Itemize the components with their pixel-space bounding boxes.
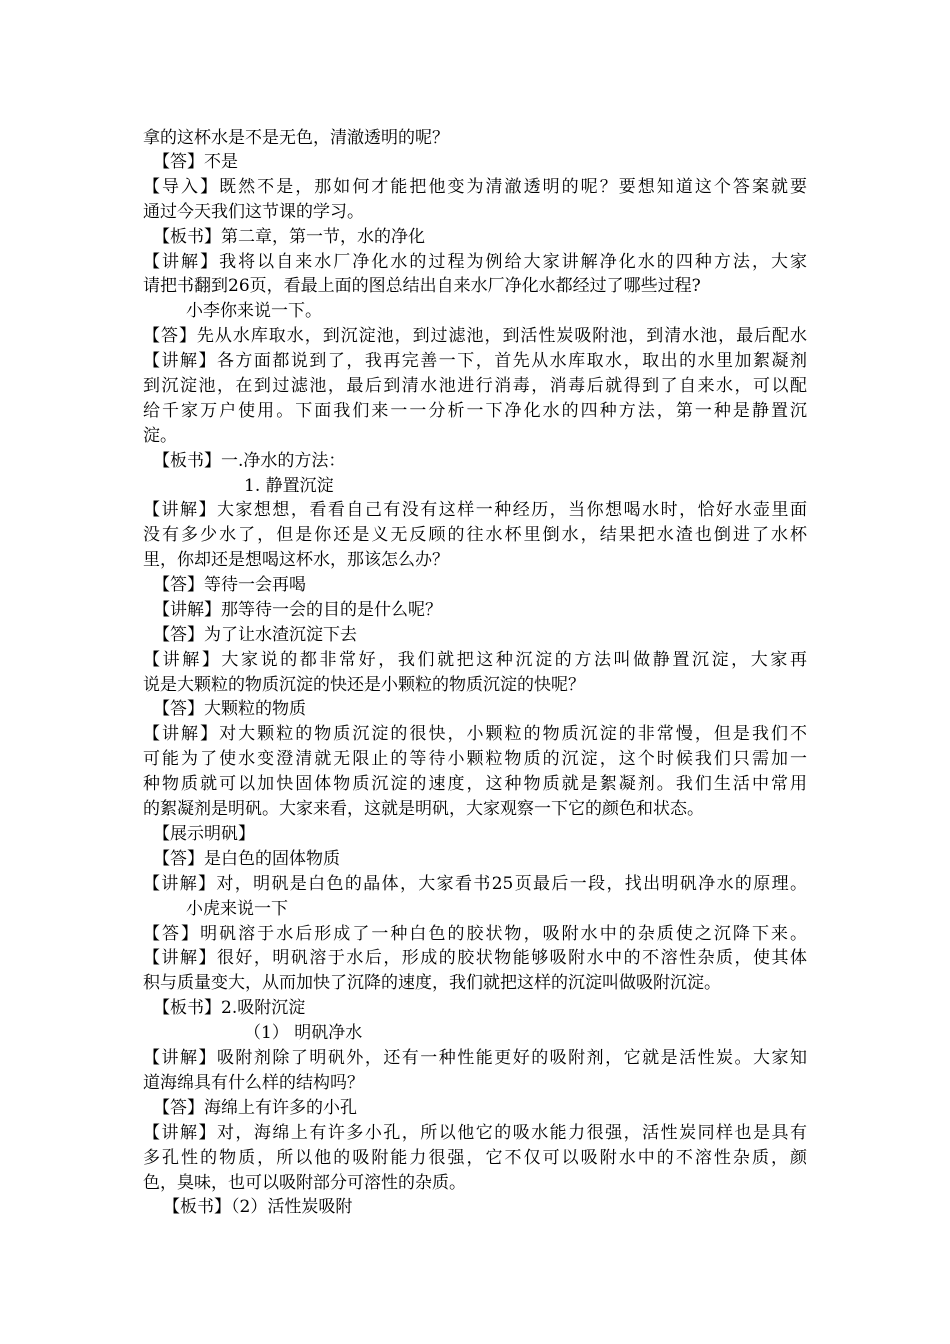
text-line: 【板书】一.净水的方法： bbox=[153, 451, 346, 471]
text-line: 【板书】（2）活性炭吸附 bbox=[163, 1197, 353, 1217]
text-line: 没有多少水了，但是你还是义无反顾的往水杯里倒水，结果把水渣也倒进了水杯 bbox=[143, 525, 807, 545]
text-line: 【讲解】那等待一会的目的是什么呢？ bbox=[153, 600, 442, 620]
text-line: 【答】不是 bbox=[153, 152, 238, 172]
text-line: 【讲解】对，海绵上有许多小孔，所以他它的吸水能力很强，活性炭同样也是具有 bbox=[143, 1123, 807, 1143]
text-line: 淀。 bbox=[143, 426, 177, 446]
text-line: 【答】是白色的固体物质 bbox=[153, 849, 340, 869]
text-line: （1） 明矾净水 bbox=[244, 1023, 363, 1043]
text-line: 【答】等待一会再喝 bbox=[153, 575, 306, 595]
text-line: 拿的这杯水是不是无色，清澈透明的呢？ bbox=[143, 128, 449, 148]
text-line: 【答】大颗粒的物质 bbox=[153, 699, 306, 719]
text-line: 【讲解】大家想想，看看自己有没有这样一种经历，当你想喝水时，恰好水壶里面 bbox=[143, 500, 807, 520]
text-line: 【导入】既然不是，那如何才能把他变为清澈透明的呢？要想知道这个答案就要 bbox=[143, 177, 807, 197]
text-line: 可能为了使水变澄清就无限止的等待小颗粒物质的沉淀，这个时候我们只需加一 bbox=[143, 749, 807, 769]
text-line: 【讲解】对，明矾是白色的晶体，大家看书25页最后一段，找出明矾净水的原理。 bbox=[143, 874, 807, 894]
text-line: 【讲解】很好，明矾溶于水后，形成的胶状物能够吸附水中的不溶性杂质，使其体 bbox=[143, 948, 807, 968]
text-line: 色，臭味，也可以吸附部分可溶性的杂质。 bbox=[143, 1173, 466, 1193]
text-line: 【讲解】大家说的都非常好，我们就把这种沉淀的方法叫做静置沉淀，大家再 bbox=[143, 650, 807, 670]
text-line: 1. 静置沉淀 bbox=[244, 476, 334, 496]
text-line: 【答】为了让水渣沉淀下去 bbox=[153, 625, 357, 645]
text-line: 说是大颗粒的物质沉淀的快还是小颗粒的物质沉淀的快呢？ bbox=[143, 675, 585, 695]
text-line: 【讲解】吸附剂除了明矾外，还有一种性能更好的吸附剂，它就是活性炭。大家知 bbox=[143, 1048, 807, 1068]
text-line: 给千家万户使用。下面我们来一一分析一下净化水的四种方法，第一种是静置沉 bbox=[143, 401, 807, 421]
text-line: 积与质量变大，从而加快了沉降的速度，我们就把这样的沉淀叫做吸附沉淀。 bbox=[143, 973, 721, 993]
text-line: 道海绵具有什么样的结构吗？ bbox=[143, 1073, 364, 1093]
text-line: 【讲解】对大颗粒的物质沉淀的很快，小颗粒的物质沉淀的非常慢，但是我们不 bbox=[143, 724, 807, 744]
text-line: 里，你却还是想喝这杯水，那该怎么办？ bbox=[143, 550, 449, 570]
text-line: 种物质就可以加快固体物质沉淀的速度，这种物质就是絮凝剂。我们生活中常用 bbox=[143, 774, 807, 794]
text-line: 【板书】2.吸附沉淀 bbox=[153, 998, 306, 1018]
text-line: 【展示明矾】 bbox=[153, 824, 255, 844]
text-line: 通过今天我们这节课的学习。 bbox=[143, 202, 364, 222]
text-line: 【讲解】各方面都说到了，我再完善一下，首先从水库取水，取出的水里加絮凝剂 bbox=[143, 351, 807, 371]
text-line: 多孔性的物质，所以他的吸附能力很强，它不仅可以吸附水中的不溶性杂质，颜 bbox=[143, 1148, 807, 1168]
text-line: 【讲解】我将以自来水厂净化水的过程为例给大家讲解净化水的四种方法，大家 bbox=[143, 252, 807, 272]
text-line: 【答】海绵上有许多的小孔 bbox=[153, 1098, 357, 1118]
text-line: 请把书翻到26页，看最上面的图总结出自来水厂净化水都经过了哪些过程? bbox=[143, 276, 701, 296]
text-line: 小李你来说一下。 bbox=[186, 301, 322, 321]
text-line: 小虎来说一下 bbox=[186, 899, 288, 919]
text-line: 【答】先从水库取水，到沉淀池，到过滤池，到活性炭吸附池，到清水池，最后配水 bbox=[143, 326, 807, 346]
text-line: 的絮凝剂是明矾。大家来看，这就是明矾，大家观察一下它的颜色和状态。 bbox=[143, 799, 704, 819]
text-line: 【答】明矾溶于水后形成了一种白色的胶状物，吸附水中的杂质使之沉降下来。 bbox=[143, 924, 807, 944]
text-line: 【板书】第二章，第一节，水的净化 bbox=[153, 227, 425, 247]
text-line: 到沉淀池，在到过滤池，最后到清水池进行消毒，消毒后就得到了自来水，可以配 bbox=[143, 376, 807, 396]
